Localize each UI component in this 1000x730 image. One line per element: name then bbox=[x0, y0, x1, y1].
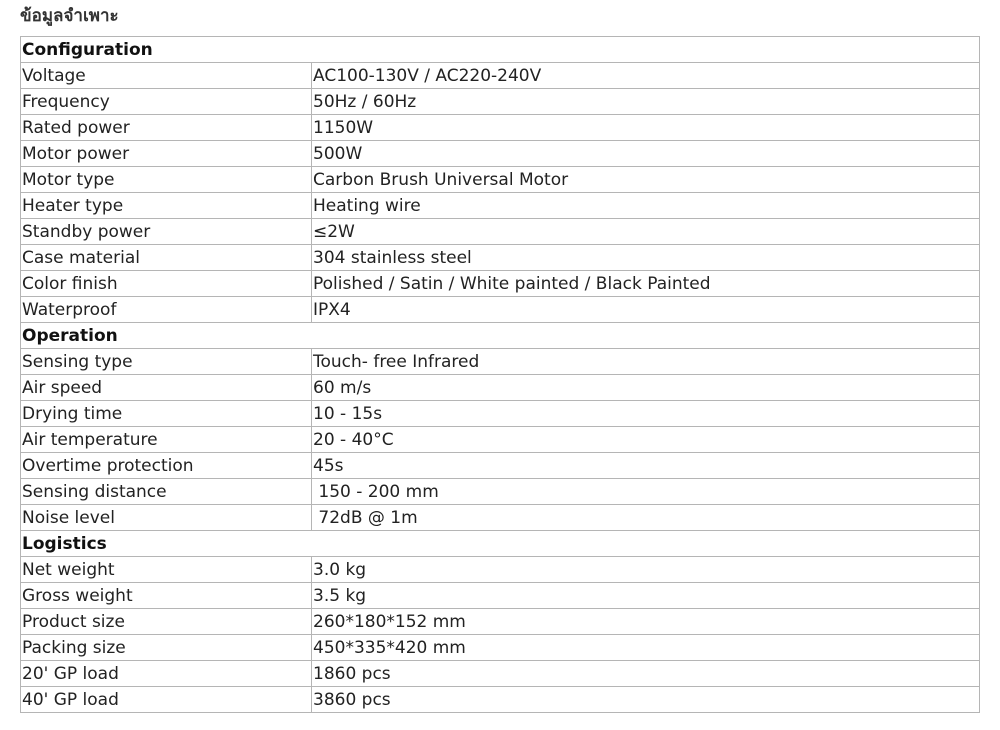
table-row bbox=[21, 141, 980, 167]
spec-label: Motor power bbox=[21, 141, 312, 167]
spec-label: Waterproof bbox=[21, 297, 312, 323]
table-row bbox=[21, 375, 980, 401]
section-title: Operation bbox=[21, 323, 980, 349]
table-row bbox=[21, 401, 980, 427]
table-row bbox=[21, 453, 980, 479]
table-row bbox=[21, 635, 980, 661]
table-row bbox=[21, 583, 980, 609]
spec-label: Sensing distance bbox=[21, 479, 312, 505]
spec-value: 450*335*420 mm bbox=[312, 635, 980, 661]
spec-label: Noise level bbox=[21, 505, 312, 531]
spec-label: Gross weight bbox=[21, 583, 312, 609]
table-row bbox=[21, 609, 980, 635]
spec-label: Standby power bbox=[21, 219, 312, 245]
table-row bbox=[21, 219, 980, 245]
table-row bbox=[21, 349, 980, 375]
spec-value: 45s bbox=[312, 453, 980, 479]
section-title: Configuration bbox=[21, 37, 980, 63]
spec-value: 150 - 200 mm bbox=[312, 479, 980, 505]
spec-label: Color finish bbox=[21, 271, 312, 297]
table-row bbox=[21, 115, 980, 141]
table-row bbox=[21, 271, 980, 297]
spec-value: 20 - 40°C bbox=[312, 427, 980, 453]
table-row bbox=[21, 661, 980, 687]
spec-value: Heating wire bbox=[312, 193, 980, 219]
table-row bbox=[21, 297, 980, 323]
spec-value: 50Hz / 60Hz bbox=[312, 89, 980, 115]
table-row bbox=[21, 687, 980, 713]
table-row bbox=[21, 167, 980, 193]
spec-value: 60 m/s bbox=[312, 375, 980, 401]
table-row bbox=[21, 479, 980, 505]
spec-table bbox=[20, 36, 980, 713]
spec-table-body bbox=[21, 37, 980, 713]
spec-label: Overtime protection bbox=[21, 453, 312, 479]
spec-value: 3860 pcs bbox=[312, 687, 980, 713]
spec-value: 500W bbox=[312, 141, 980, 167]
table-row bbox=[21, 427, 980, 453]
spec-value: Carbon Brush Universal Motor bbox=[312, 167, 980, 193]
table-row bbox=[21, 193, 980, 219]
spec-label: Case material bbox=[21, 245, 312, 271]
section-header-row bbox=[21, 323, 980, 349]
spec-label: Air temperature bbox=[21, 427, 312, 453]
spec-value: 1150W bbox=[312, 115, 980, 141]
table-row bbox=[21, 245, 980, 271]
table-row bbox=[21, 557, 980, 583]
table-row bbox=[21, 63, 980, 89]
spec-value: 3.5 kg bbox=[312, 583, 980, 609]
spec-label: 40' GP load bbox=[21, 687, 312, 713]
spec-label: Net weight bbox=[21, 557, 312, 583]
spec-value: AC100-130V / AC220-240V bbox=[312, 63, 980, 89]
spec-value: Touch- free Infrared bbox=[312, 349, 980, 375]
spec-value: 10 - 15s bbox=[312, 401, 980, 427]
spec-label: Packing size bbox=[21, 635, 312, 661]
spec-value: 304 stainless steel bbox=[312, 245, 980, 271]
spec-value: ≤2W bbox=[312, 219, 980, 245]
spec-value: 3.0 kg bbox=[312, 557, 980, 583]
table-row bbox=[21, 505, 980, 531]
spec-label: Rated power bbox=[21, 115, 312, 141]
spec-value: 72dB @ 1m bbox=[312, 505, 980, 531]
spec-label: Motor type bbox=[21, 167, 312, 193]
spec-value: IPX4 bbox=[312, 297, 980, 323]
spec-label: Sensing type bbox=[21, 349, 312, 375]
spec-value: 1860 pcs bbox=[312, 661, 980, 687]
spec-label: 20' GP load bbox=[21, 661, 312, 687]
spec-label: Heater type bbox=[21, 193, 312, 219]
table-row bbox=[21, 89, 980, 115]
section-header-row bbox=[21, 37, 980, 63]
spec-label: Product size bbox=[21, 609, 312, 635]
spec-label: Drying time bbox=[21, 401, 312, 427]
spec-label: Frequency bbox=[21, 89, 312, 115]
spec-value: 260*180*152 mm bbox=[312, 609, 980, 635]
spec-label: Air speed bbox=[21, 375, 312, 401]
spec-value: Polished / Satin / White painted / Black Painted bbox=[312, 271, 980, 297]
page-title: ข้อมูลจำเพาะ bbox=[20, 6, 119, 26]
section-header-row bbox=[21, 531, 980, 557]
section-title: Logistics bbox=[21, 531, 980, 557]
spec-label: Voltage bbox=[21, 63, 312, 89]
